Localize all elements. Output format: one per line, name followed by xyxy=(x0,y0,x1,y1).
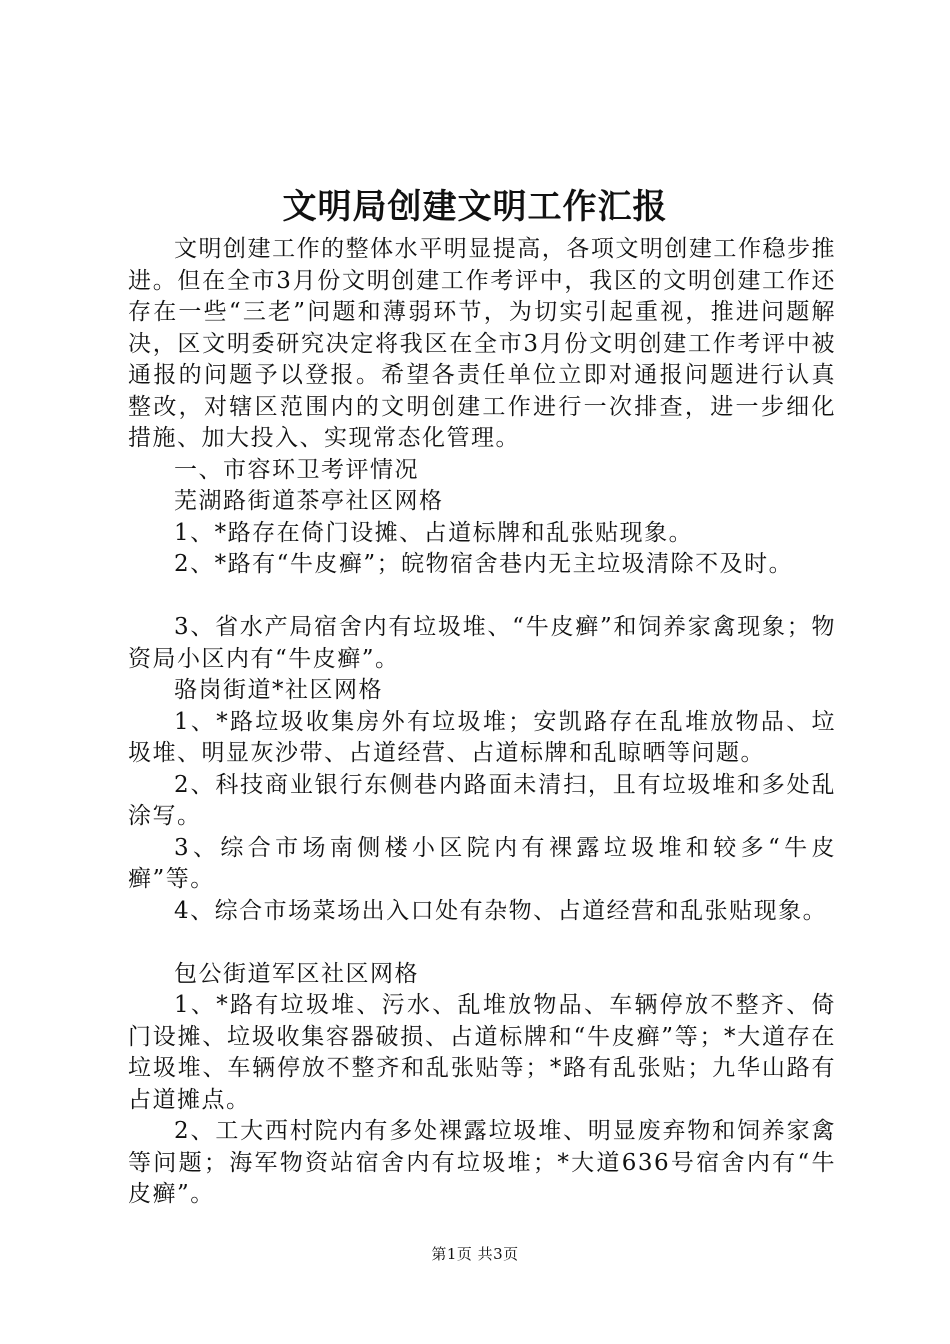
subsection-heading: 骆岗街道*社区网格 xyxy=(174,677,383,703)
list-item: 2、科技商业银行东侧巷内路面未清扫，且有垃圾堆和多处乱涂写。 xyxy=(128,771,836,829)
list-item: 2、工大西村院内有多处裸露垃圾堆、明显废弃物和饲养家禽等问题；海军物资站宿舍内有垃圾堆；*大道636号宿舍内有“牛皮癣”。 xyxy=(128,1118,836,1207)
document-body xyxy=(128,234,836,1211)
subsection-heading: 包公街道军区社区网格 xyxy=(174,960,419,987)
list-item: 1、*路垃圾收集房外有垃圾堆；安凯路存在乱堆放物品、垃圾堆、明显灰沙带、占道经营、占道标牌和乱晾晒等问题。 xyxy=(128,708,836,766)
list-item: 4、综合市场菜场出入口处有杂物、占道经营和乱张贴现象。 xyxy=(174,897,828,924)
list-item: 2、*路有“牛皮癣”；皖物宿舍巷内无主垃圾清除不及时。 xyxy=(174,551,794,577)
section-heading: 一、市容环卫考评情况 xyxy=(174,456,419,483)
document-title: 文明局创建文明工作汇报 xyxy=(282,187,668,227)
list-item: 1、*路存在倚门设摊、占道标牌和乱张贴现象。 xyxy=(174,519,694,546)
list-item: 3、省水产局宿舍内有垃圾堆、“牛皮癣”和饲养家禽现象；物资局小区内有“牛皮癣”。 xyxy=(128,614,836,672)
subsection-heading: 芜湖路街道茶亭社区网格 xyxy=(174,488,444,514)
list-item: 1、*路有垃圾堆、污水、乱堆放物品、车辆停放不整齐、倚门设摊、垃圾收集容器破损、占道标牌和“牛皮癣”等；*大道存在垃圾堆、车辆停放不整齐和乱张贴等；*路有乱张贴；九华山路有占道摊点。 xyxy=(128,992,836,1113)
list-item: 3、综合市场南侧楼小区院内有裸露垃圾堆和较多“牛皮癣”等。 xyxy=(128,834,836,892)
page-footer: 第1页 共3页 xyxy=(431,1245,519,1263)
intro-paragraph: 文明创建工作的整体水平明显提高，各项文明创建工作稳步推进。但在全市3月份文明创建工作考评中，我区的文明创建工作还存在一些“三老”问题和薄弱环节，为切实引起重视，推进问题解决，区文明委研究决定将我区在全市3月份文明创建工作考评中被通报的问题予以登报。希望各责任单位立即对通报问题进行认真整改，对辖区范围内的文明创建工作进行一次排查，进一步细化措施、加大投入、实现常态化管理。 xyxy=(128,236,836,451)
